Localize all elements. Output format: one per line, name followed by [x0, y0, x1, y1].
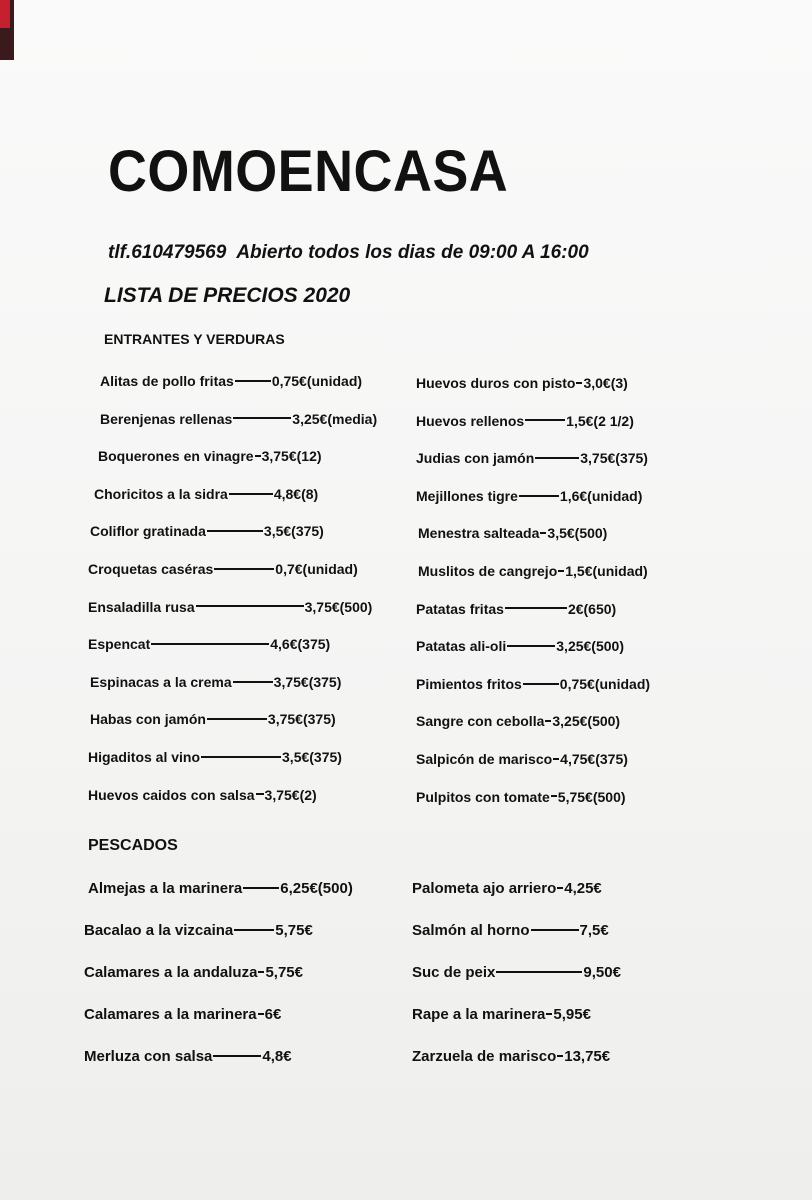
- item-name: Salmón al horno: [412, 922, 530, 939]
- item-price: 5,75€: [275, 922, 313, 939]
- leader-line: [233, 417, 291, 419]
- entrantes-right-item: [416, 789, 626, 805]
- item-price: 4,8€(8): [273, 485, 319, 502]
- item-name: Calamares a la andaluza: [84, 964, 258, 981]
- item-price: 3,25€(500): [552, 713, 621, 730]
- item-name: Pulpitos con tomate: [416, 788, 550, 805]
- leader-line: [213, 1055, 261, 1057]
- item-price: 3,25€(500): [556, 638, 624, 655]
- leader-line: [256, 793, 264, 795]
- item-name: Merluza con salsa: [84, 1048, 213, 1065]
- item-name: Suc de peix: [412, 964, 496, 981]
- leader-line: [235, 380, 271, 382]
- item-price: 3,0€(3): [583, 375, 628, 391]
- leader-line: [557, 887, 563, 889]
- leader-line: [545, 720, 551, 722]
- item-name: Berenjenas rellenas: [100, 410, 233, 427]
- leader-line: [546, 1013, 552, 1015]
- leader-line: [558, 570, 564, 572]
- pescados-left-item: [88, 880, 353, 897]
- item-name: Bacalao a la vizcaina: [84, 922, 234, 939]
- item-name: Croquetas caséras: [88, 561, 214, 577]
- item-name: Patatas ali-oli: [416, 638, 507, 655]
- entrantes-right-item: [416, 751, 628, 767]
- item-price: 5,75€(500): [557, 788, 626, 805]
- leader-line: [207, 530, 263, 532]
- item-price: 6€: [264, 1006, 282, 1023]
- item-name: Higaditos al vino: [88, 749, 201, 765]
- entrantes-right-item: [418, 525, 607, 541]
- item-name: Almejas a la marinera: [88, 880, 243, 897]
- item-name: Muslitos de cangrejo: [418, 563, 558, 579]
- item-name: Mejillones tigre: [416, 487, 518, 504]
- entrantes-right-item: [416, 601, 616, 617]
- item-price: 9,50€: [583, 964, 621, 981]
- item-price: 1,5€(unidad): [565, 563, 648, 579]
- pescados-left-item: [84, 1048, 292, 1065]
- leader-line: [243, 887, 279, 889]
- entrantes-right-item: [416, 676, 650, 692]
- entrantes-left-item: [88, 561, 358, 577]
- entrantes-right-item: [416, 413, 634, 429]
- item-price: 6,25€(500): [280, 880, 353, 897]
- item-price: 3,75€(375): [267, 711, 336, 728]
- pescados-right-item: [412, 1006, 591, 1023]
- leader-line: [576, 382, 582, 384]
- item-price: 4,25€: [564, 880, 602, 897]
- item-name: Espinacas a la crema: [90, 673, 232, 690]
- item-price: 3,75€(375): [580, 450, 648, 467]
- leader-line: [233, 681, 273, 683]
- item-name: Habas con jamón: [90, 711, 206, 728]
- item-price: 13,75€: [564, 1048, 611, 1065]
- leader-line: [551, 795, 557, 797]
- item-price: 1,6€(unidad): [559, 487, 643, 504]
- item-price: 3,5€(375): [282, 749, 342, 765]
- item-name: Huevos duros con pisto: [416, 375, 576, 391]
- item-price: 3,75€(375): [273, 673, 342, 690]
- pescados-left-item: [84, 964, 303, 981]
- item-price: 1,5€(2 1/2): [566, 412, 634, 429]
- leader-line: [535, 457, 579, 459]
- entrantes-right-item: [416, 375, 628, 391]
- item-price: 4,8€: [262, 1048, 292, 1065]
- section-heading-pescados: PESCADOS: [88, 837, 178, 854]
- item-price: 3,75€(12): [261, 448, 322, 465]
- item-name: Patatas fritas: [416, 600, 504, 617]
- entrantes-left-item: [100, 373, 362, 389]
- entrantes-right-item: [416, 488, 642, 504]
- leader-line: [258, 1013, 264, 1015]
- item-price: 3,25€(media): [292, 410, 378, 427]
- leader-line: [505, 607, 567, 609]
- item-name: Huevos caidos con salsa: [88, 786, 255, 803]
- entrantes-right-item: [416, 713, 620, 729]
- item-price: 3,5€(500): [547, 525, 608, 542]
- leader-line: [234, 929, 274, 931]
- item-name: Pimientos fritos: [416, 675, 522, 692]
- item-name: Rape a la marinera: [412, 1006, 546, 1023]
- item-price: 3,75€(500): [304, 598, 373, 615]
- leader-line: [531, 929, 579, 931]
- item-name: Alitas de pollo fritas: [100, 373, 234, 389]
- entrantes-left-item: [98, 448, 322, 464]
- pescados-left-item: [84, 922, 313, 939]
- item-name: Choricitos a la sidra: [94, 485, 228, 502]
- item-name: Coliflor gratinada: [90, 523, 206, 540]
- entrantes-left-item: [90, 674, 341, 690]
- leader-line: [207, 718, 267, 720]
- leader-line: [255, 455, 261, 457]
- item-name: Boquerones en vinagre: [98, 448, 254, 465]
- pescados-left-item: [84, 1006, 281, 1023]
- phone-number: tlf.610479569: [108, 242, 227, 263]
- entrantes-left-item: [100, 411, 377, 427]
- leader-line: [507, 645, 555, 647]
- entrantes-left-item: [88, 787, 317, 803]
- pescados-right-item: [412, 964, 621, 981]
- item-name: Espencat: [88, 636, 151, 653]
- item-price: 0,75€(unidad): [559, 675, 651, 692]
- leader-line: [553, 758, 559, 760]
- item-price: 0,75€(unidad): [271, 373, 363, 389]
- entrantes-left-item: [88, 636, 330, 652]
- leader-line: [540, 532, 546, 534]
- opening-hours: Abierto todos los dias de 09:00 A 16:00: [236, 242, 589, 263]
- item-price: 5,95€: [553, 1006, 591, 1023]
- item-name: Palometa ajo arriero: [412, 880, 557, 897]
- restaurant-name: COMOENCASA: [108, 139, 509, 204]
- leader-line: [214, 568, 274, 570]
- background-corner-red: [0, 0, 10, 28]
- leader-line: [496, 971, 582, 973]
- item-name: Zarzuela de marisco: [412, 1048, 557, 1065]
- leader-line: [519, 495, 559, 497]
- item-price: 7,5€: [579, 922, 609, 939]
- leader-line: [229, 493, 273, 495]
- entrantes-left-item: [88, 749, 342, 765]
- contact-line: [108, 242, 599, 264]
- item-price: 4,75€(375): [560, 751, 628, 767]
- item-name: Sangre con cebolla: [416, 713, 545, 730]
- entrantes-left-item: [88, 599, 372, 615]
- pescados-right-item: [412, 922, 609, 939]
- item-name: Salpicón de marisco: [416, 751, 553, 767]
- pescados-right-item: [412, 1048, 610, 1065]
- item-price: 3,75€(2): [264, 786, 317, 803]
- entrantes-right-item: [418, 563, 648, 579]
- section-heading-entrantes: ENTRANTES Y VERDURAS: [104, 331, 285, 347]
- leader-line: [201, 756, 281, 758]
- item-price: 2€(650): [567, 600, 617, 617]
- leader-line: [557, 1055, 563, 1057]
- item-name: Judias con jamón: [416, 450, 535, 467]
- leader-line: [258, 971, 264, 973]
- pescados-right-item: [412, 880, 602, 897]
- entrantes-right-item: [416, 638, 624, 654]
- entrantes-left-item: [94, 486, 318, 502]
- entrantes-left-item: [90, 711, 336, 727]
- leader-line: [196, 605, 304, 607]
- entrantes-left-item: [90, 523, 324, 539]
- price-list-title: LISTA DE PRECIOS 2020: [104, 284, 351, 307]
- leader-line: [151, 643, 269, 645]
- leader-line: [523, 683, 559, 685]
- entrantes-right-item: [416, 450, 648, 466]
- item-price: 5,75€: [265, 964, 303, 981]
- item-price: 4,6€(375): [270, 636, 331, 653]
- item-name: Menestra salteada: [418, 525, 540, 542]
- item-name: Calamares a la marinera: [84, 1006, 257, 1023]
- item-price: 3,5€(375): [263, 523, 324, 540]
- item-price: 0,7€(unidad): [275, 561, 358, 577]
- leader-line: [525, 419, 565, 421]
- item-name: Huevos rellenos: [416, 412, 525, 429]
- item-name: Ensaladilla rusa: [88, 598, 195, 615]
